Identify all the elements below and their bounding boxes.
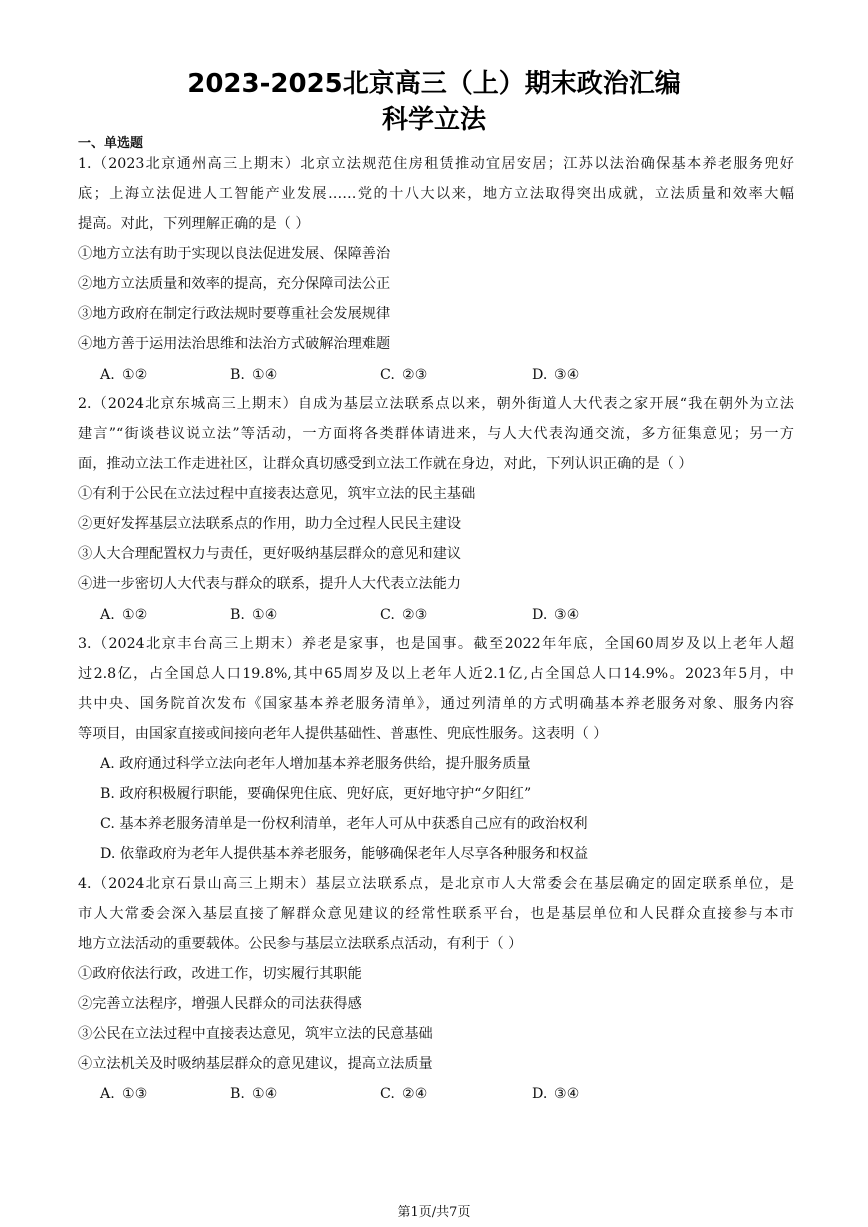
document-subtitle: 科学立法 [381,105,486,135]
question-stem-line: 市人大常委会深入基层直接了解群众意见建议的经常性联系平台，也是基层单位和人民群众直接参与本市 [78,906,794,922]
choice-d[interactable]: D. ③④ [532,607,580,623]
statement-item: ③人大合理配置权力与责任，更好吸纳基层群众的意见和建议 [78,546,462,562]
statement-item: ①政府依法行政，改进工作，切实履行其职能 [78,966,362,982]
statement-item: ④进一步密切人大代表与群众的联系，提升人大代表立法能力 [78,576,462,592]
choice-b[interactable]: B. ①④ [230,367,278,383]
statement-item: ③公民在立法过程中直接表达意见，筑牢立法的民意基础 [78,1026,433,1042]
answer-choices [100,1084,740,1104]
statement-item: ③地方政府在制定行政法规时要尊重社会发展规律 [78,306,391,322]
choice-b[interactable]: B. ①④ [230,1086,278,1102]
document-title: 2023-2025北京高三（上）期末政治汇编 [187,69,681,99]
question-stem-line: 建言”“街谈巷议说立法”等活动，一方面将各类群体请进来，与人大代表沟通交流，多方征集意见；另一方 [78,426,794,442]
section-heading: 一、单选题 [78,136,144,151]
choice-b[interactable]: B. ①④ [230,607,278,623]
question-stem-line: 2.（2024北京东城高三上期末）自成为基层立法联系点以来，朝外街道人大代表之家开展“我在朝外为立法 [78,396,794,412]
choice-d[interactable]: D. ③④ [532,367,580,383]
statement-item: ①地方立法有助于实现以良法促进发展、保障善治 [78,246,391,262]
choice-c[interactable]: C. ②④ [380,1086,428,1102]
statement-item: ④地方善于运用法治思维和法治方式破解治理难题 [78,336,391,352]
statement-item: ②地方立法质量和效率的提高，充分保障司法公正 [78,276,391,292]
answer-option[interactable]: C. 基本养老服务清单是一份权利清单，老年人可从中获悉自己应有的政治权利 [100,816,588,832]
choice-a[interactable]: A. ①② [100,367,148,383]
choice-c[interactable]: C. ②③ [380,607,428,623]
answer-option[interactable]: A. 政府通过科学立法向老年人增加基本养老服务供给，提升服务质量 [100,756,531,772]
answer-option[interactable]: B. 政府积极履行职能，要确保兜住底、兜好底，更好地守护“夕阳红” [100,786,532,802]
answer-choices [100,365,740,385]
page-footer: 第1页/共7页 [397,1205,471,1220]
question-stem-line: 地方立法活动的重要载体。公民参与基层立法联系点活动，有利于（ ） [78,936,523,952]
statement-item: ②完善立法程序，增强人民群众的司法获得感 [78,996,362,1012]
question-stem-line: 3.（2024北京丰台高三上期末）养老是家事，也是国事。截至2022年年底，全国60周岁及以上老年人超 [78,636,794,652]
question-stem-line: 等项目，由国家直接或间接向老年人提供基础性、普惠性、兜底性服务。这表明（ ） [78,726,608,742]
question-stem-line: 提高。对此，下列理解正确的是（ ） [78,216,310,232]
choice-d[interactable]: D. ③④ [532,1086,580,1102]
question-stem-line: 共中央、国务院首次发布《国家基本养老服务清单》，通过列清单的方式明确基本养老服务对象、服务内容 [78,696,794,712]
answer-option[interactable]: D. 依靠政府为老年人提供基本养老服务，能够确保老年人尽享各种服务和权益 [100,846,589,862]
statement-item: ④立法机关及时吸纳基层群众的意见建议，提高立法质量 [78,1056,433,1072]
question-stem-line: 1.（2023北京通州高三上期末）北京立法规范住房租赁推动宜居安居；江苏以法治确保基本养老服务兜好 [78,156,794,172]
answer-choices [100,605,740,625]
question-stem-line: 过2.8亿，占全国总人口19.8%,其中65周岁及以上老年人近2.1亿,占全国总人口14.9%。2023年5月，中 [78,666,794,682]
statement-item: ①有利于公民在立法过程中直接表达意见，筑牢立法的民主基础 [78,486,476,502]
choice-a[interactable]: A. ①③ [100,1086,148,1102]
choice-c[interactable]: C. ②③ [380,367,428,383]
choice-a[interactable]: A. ①② [100,607,148,623]
question-stem-line: 面，推动立法工作走进社区，让群众真切感受到立法工作就在身边，对此，下列认识正确的是（ ） [78,456,693,472]
question-stem-line: 4.（2024北京石景山高三上期末）基层立法联系点，是北京市人大常委会在基层确定的固定联系单位，是 [78,876,794,892]
statement-item: ②更好发挥基层立法联系点的作用，助力全过程人民民主建设 [78,516,462,532]
question-stem-line: 底；上海立法促进人工智能产业发展……党的十八大以来，地方立法取得突出成就，立法质量和效率大幅 [78,186,794,202]
